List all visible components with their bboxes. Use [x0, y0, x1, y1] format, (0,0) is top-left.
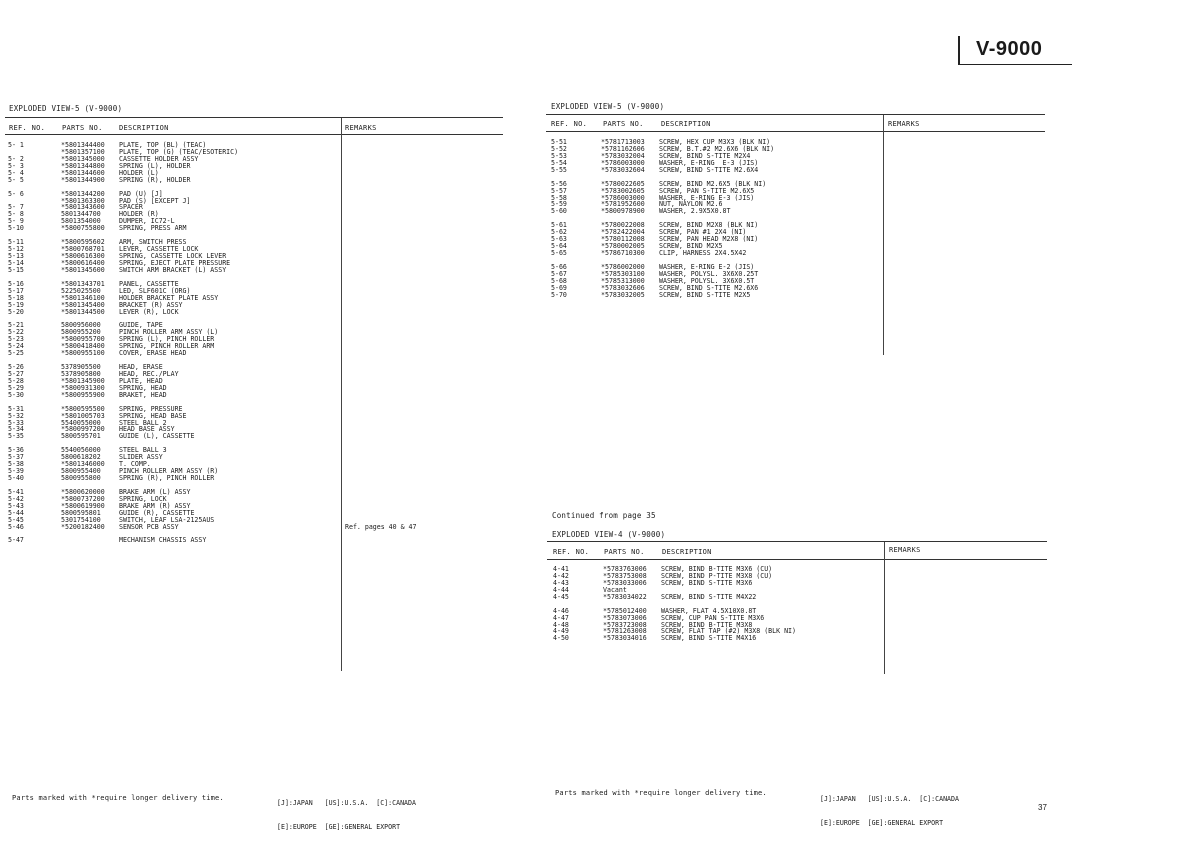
left-legend-line2: [E]:EUROPE [GE]:GENERAL EXPORT [277, 823, 401, 831]
parts-row [8, 524, 495, 531]
cell-ref-no: 5-67 [551, 269, 567, 278]
left-header-remarks: REMARKS [345, 124, 377, 132]
cell-parts-no: *5801345900 [61, 376, 105, 385]
cell-parts-no: *5800616400 [61, 258, 105, 267]
cell-ref-no: 5-58 [551, 193, 567, 202]
cell-description: LED, SLF601C (ORG) [119, 286, 191, 295]
cell-ref-no: 5-20 [8, 307, 24, 316]
cell-description: SCREW, BIND M2.6X5 (BLK NI) [659, 179, 767, 188]
cell-description: PLATE, HEAD [119, 376, 163, 385]
cell-parts-no: *5800997200 [61, 425, 105, 434]
cell-description: SCREW, BIND M2X8 (BLK NI) [659, 221, 759, 230]
cell-parts-no: 5540056000 [61, 446, 101, 455]
parts-row [551, 208, 1036, 215]
cell-ref-no: 4-46 [553, 606, 569, 615]
cell-description: COVER, ERASE HEAD [119, 349, 187, 358]
cell-ref-no: 5-66 [551, 262, 567, 271]
cell-parts-no: *5783032004 [601, 151, 645, 160]
cell-ref-no: 5-13 [8, 252, 24, 260]
cell-description: BRAKE ARM (L) ASSY [119, 487, 191, 496]
cell-description: SPRING, EJECT PLATE PRESSURE [119, 258, 231, 267]
cell-ref-no: 5-23 [8, 335, 24, 344]
cell-parts-no: *5801346100 [61, 293, 105, 302]
cell-description: WASHER, FLAT 4.5X10X0.8T [661, 606, 757, 615]
cell-description: LEVER (R), LOCK [119, 307, 179, 316]
cell-ref-no: 5-65 [551, 249, 567, 257]
cell-description: SCREW, BIND S-TITE M2.6X4 [659, 165, 759, 174]
cell-description: HOLDER (R) [119, 210, 159, 219]
cell-parts-no: *5783033006 [603, 578, 647, 587]
cell-description: SCREW, BIND S-TITE M4X22 [661, 592, 757, 601]
cell-description: SCREW, BIND P-TITE M3X8 (CU) [661, 571, 773, 580]
cell-description: SCREW, HEX CUP M3X3 (BLK NI) [659, 138, 771, 146]
cell-ref-no: 5-26 [8, 363, 24, 371]
right-footer-note: Parts marked with *require longer delivery time. [555, 789, 767, 797]
cell-ref-no: 5-61 [551, 221, 567, 230]
cell-parts-no: 5800955800 [61, 474, 101, 482]
cell-parts-no: *5785303100 [601, 269, 645, 278]
cell-description: SCREW, PAN HEAD M2X8 (NI) [659, 235, 759, 244]
cell-parts-no: 5378905800 [61, 369, 101, 378]
cell-parts-no: *5783032604 [601, 165, 645, 174]
cell-parts-no: 5540055000 [61, 418, 101, 427]
cell-ref-no: 5-63 [551, 235, 567, 244]
cell-ref-no: 5-30 [8, 390, 24, 399]
cell-ref-no: 5-59 [551, 200, 567, 209]
cell-description: WASHER, E-RING E-2 (JIS) [659, 262, 755, 271]
cell-ref-no: 5-14 [8, 258, 24, 267]
cell-description: SCREW, BIND S-TITE M2X5 [659, 290, 751, 299]
cell-description: BRAKE ARM (R) ASSY [119, 501, 191, 510]
parts-row [553, 594, 1038, 601]
cell-description: WASHER, E-RING E-3 (JIS) [659, 158, 759, 167]
cell-ref-no: 5-69 [551, 283, 567, 292]
right-top-header-parts: PARTS NO. [603, 120, 644, 128]
parts-row [553, 635, 1038, 642]
cell-ref-no: 5-22 [8, 328, 24, 337]
right-bottom-table-header-rule [547, 559, 1047, 560]
cell-parts-no: *5780022605 [601, 179, 645, 188]
cell-ref-no: 4-45 [553, 592, 569, 601]
cell-description: SPRING (R), PINCH ROLLER [119, 474, 215, 482]
cell-description: HEAD, ERASE [119, 363, 163, 371]
cell-description: SCREW, CUP PAN S-TITE M3X6 [661, 613, 765, 622]
cell-description: SPRING (R), HOLDER [119, 175, 191, 184]
right-top-table-top-rule [546, 114, 1045, 115]
cell-description: NUT, NAYLON M2.6 [659, 200, 723, 209]
right-bottom-parts-list [553, 566, 1038, 642]
cell-ref-no: 5-52 [551, 144, 567, 153]
cell-description: PINCH ROLLER ARM ASSY (R) [119, 467, 219, 476]
cell-ref-no: 5- 3 [8, 161, 24, 170]
cell-description: SCREW, BIND B-TITE M3X6 (CU) [661, 565, 773, 573]
cell-ref-no: 5-44 [8, 508, 24, 517]
cell-description: PLATE, TOP (BL) (TEAC) [119, 141, 207, 149]
cell-ref-no: 5-35 [8, 432, 24, 441]
cell-description: GUIDE (R), CASSETTE [119, 508, 195, 517]
parts-row [551, 167, 1036, 174]
cell-parts-no: *5786003000 [601, 158, 645, 167]
cell-description: SPRING, CASSETTE LOCK LEVER [119, 252, 227, 260]
cell-parts-no: *5786710300 [601, 249, 645, 257]
cell-parts-no: 5801344700 [61, 210, 101, 219]
cell-parts-no: *5801345400 [61, 300, 105, 309]
cell-ref-no: 5- 1 [8, 141, 24, 149]
cell-description: CLIP, HARNESS 2X4.5X42 [659, 249, 747, 257]
cell-parts-no: *5785313000 [601, 276, 645, 285]
cell-ref-no: 5-42 [8, 494, 24, 503]
cell-ref-no: 4-41 [553, 565, 569, 573]
parts-row [8, 433, 495, 440]
left-table-top-rule [5, 117, 503, 118]
cell-ref-no: 5-36 [8, 446, 24, 455]
cell-ref-no: 5- 9 [8, 217, 24, 226]
cell-parts-no: *5800619900 [61, 501, 105, 510]
cell-description: GUIDE, TAPE [119, 321, 163, 330]
cell-description: DUMPER, IC72-L [119, 217, 175, 226]
parts-row [8, 392, 495, 399]
cell-ref-no: 4-47 [553, 613, 569, 622]
cell-description: MECHANISM CHASSIS ASSY [119, 536, 207, 545]
cell-parts-no: *5781263008 [603, 627, 647, 636]
cell-description: ARM, SWITCH PRESS [119, 238, 187, 247]
cell-parts-no: *5783034022 [603, 592, 647, 601]
cell-ref-no: 5-54 [551, 158, 567, 167]
right-bottom-header-ref: REF. NO. [553, 548, 590, 556]
cell-ref-no: 5- 5 [8, 175, 24, 184]
parts-row [8, 537, 495, 544]
cell-description: SLIDER ASSY [119, 453, 163, 462]
cell-ref-no: 5-12 [8, 245, 24, 254]
cell-ref-no: 5-68 [551, 276, 567, 285]
left-table-header-rule [5, 134, 503, 135]
cell-ref-no: 5-25 [8, 349, 24, 358]
right-bottom-header-parts: PARTS NO. [604, 548, 645, 556]
cell-ref-no: 5-34 [8, 425, 24, 434]
cell-ref-no: 5-37 [8, 453, 24, 462]
cell-description: PANEL, CASSETTE [119, 279, 179, 288]
cell-description: HEAD BASE ASSY [119, 425, 175, 434]
left-parts-list [8, 142, 495, 544]
cell-description: PAD (U) [J] [119, 189, 163, 198]
cell-ref-no: 5-55 [551, 165, 567, 174]
cell-parts-no: *5783002605 [601, 186, 645, 195]
cell-ref-no: 5-21 [8, 321, 24, 330]
parts-row [8, 177, 495, 184]
cell-parts-no: *5800595500 [61, 404, 105, 413]
cell-ref-no: 5-70 [551, 290, 567, 299]
cell-parts-no: *5780002005 [601, 242, 645, 251]
cell-ref-no: 4-43 [553, 578, 569, 587]
cell-ref-no: 5- 8 [8, 210, 24, 219]
cell-parts-no: *5783034016 [603, 634, 647, 643]
cell-parts-no: *5801344900 [61, 175, 105, 184]
cell-ref-no: 5-11 [8, 238, 24, 247]
cell-parts-no: *5783753008 [603, 571, 647, 580]
left-header-desc: DESCRIPTION [119, 124, 169, 132]
cell-ref-no: 5-51 [551, 138, 567, 146]
cell-description: SWITCH ARM BRACKET (L) ASSY [119, 265, 227, 274]
cell-parts-no: *5801005703 [61, 411, 105, 420]
parts-row [8, 350, 495, 357]
cell-description: SPRING (L), HOLDER [119, 161, 191, 170]
cell-description: BRAKET, HEAD [119, 390, 167, 399]
cell-parts-no: *5800978900 [601, 207, 645, 216]
cell-ref-no: 5-45 [8, 515, 24, 524]
cell-ref-no: 5- 2 [8, 154, 24, 163]
parts-row [8, 475, 495, 482]
cell-ref-no: 4-50 [553, 634, 569, 643]
cell-ref-no: 5- 6 [8, 189, 24, 198]
cell-ref-no: 5-47 [8, 536, 24, 545]
cell-description: SCREW, BIND M2X5 [659, 242, 723, 251]
cell-description: BRACKET (R) ASSY [119, 300, 183, 309]
cell-parts-no: *5801343600 [61, 203, 105, 212]
parts-row [551, 250, 1036, 257]
right-bottom-section-caption: EXPLODED VIEW-4 (V-9000) [552, 530, 666, 539]
cell-ref-no: 5- 4 [8, 168, 24, 177]
cell-description: SPRING, LOCK [119, 494, 167, 503]
cell-description: SPRING, PRESSURE [119, 404, 183, 413]
cell-ref-no: 4-44 [553, 585, 569, 594]
right-bottom-header-remarks: REMARKS [889, 546, 921, 554]
cell-parts-no: *5780022008 [601, 221, 645, 230]
cell-parts-no: *5800955700 [61, 335, 105, 344]
cell-description: STEEL BALL 2 [119, 418, 167, 427]
right-top-table-header-rule [546, 131, 1045, 132]
cell-ref-no: 5-43 [8, 501, 24, 510]
cell-parts-no: *5783723008 [603, 620, 647, 629]
cell-ref-no: 4-42 [553, 571, 569, 580]
cell-ref-no: 5-28 [8, 376, 24, 385]
right-region-legend [820, 779, 959, 835]
parts-row [8, 309, 495, 316]
cell-description: SCREW, PAN S-TITE M2.6X5 [659, 186, 755, 195]
cell-parts-no: 5301754100 [61, 515, 101, 524]
cell-remarks: Ref. pages 40 & 47 [345, 522, 417, 531]
cell-parts-no: *5801357100 [61, 147, 105, 156]
left-header-parts: PARTS NO. [62, 124, 103, 132]
right-legend-line1: [J]:JAPAN [US]:U.S.A. [C]:CANADA [820, 795, 959, 803]
model-title: V-9000 [976, 38, 1043, 60]
cell-description: SCREW, FLAT TAP (#2) M3X8 (BLK NI) [661, 627, 796, 636]
cell-parts-no: 5800955200 [61, 328, 101, 337]
cell-description: STEEL BALL 3 [119, 446, 167, 455]
cell-ref-no: 5-41 [8, 487, 24, 496]
left-section-caption: EXPLODED VIEW-5 (V-9000) [9, 104, 123, 113]
cell-parts-no: *5800931300 [61, 383, 105, 392]
cell-ref-no: 5-56 [551, 179, 567, 188]
left-region-legend [277, 783, 416, 839]
right-legend-line2: [E]:EUROPE [GE]:GENERAL EXPORT [820, 819, 944, 827]
cell-description: WASHER, 2.9X5X0.8T [659, 207, 731, 216]
cell-description: T. COMP. [119, 460, 151, 469]
cell-ref-no: 5- 7 [8, 203, 24, 212]
cell-parts-no: *5783032005 [601, 290, 645, 299]
page-number: 37 [1038, 803, 1047, 812]
cell-parts-no: 5800595801 [61, 508, 101, 517]
cell-description: WASHER, POLYSL. 3X6X0.5T [659, 276, 755, 285]
cell-parts-no: *5800616300 [61, 252, 105, 260]
cell-parts-no: *5786003000 [601, 193, 645, 202]
cell-description: PAD (S) [EXCEPT J] [119, 196, 191, 205]
cell-parts-no: *5801346000 [61, 460, 105, 469]
cell-description: HOLDER BRACKET PLATE ASSY [119, 293, 219, 302]
right-top-header-remarks: REMARKS [888, 120, 920, 128]
parts-row [8, 225, 495, 232]
left-header-ref: REF. NO. [9, 124, 46, 132]
cell-description: SENSOR PCB ASSY [119, 522, 179, 531]
cell-ref-no: 5-40 [8, 474, 24, 482]
cell-ref-no: 5-15 [8, 265, 24, 274]
cell-description: SCREW, PAN #1 2X4 (NI) [659, 228, 747, 237]
cell-description: SPACER [119, 203, 143, 212]
cell-description: PINCH ROLLER ARM ASSY (L) [119, 328, 219, 337]
cell-parts-no: *5800737200 [61, 494, 105, 503]
continued-note: Continued from page 35 [552, 511, 656, 520]
cell-description: SCREW, BIND S-TITE M3X6 [661, 578, 753, 587]
cell-description: HEAD, REC./PLAY [119, 369, 179, 378]
cell-ref-no: 5-18 [8, 293, 24, 302]
cell-ref-no: 5-24 [8, 342, 24, 351]
cell-ref-no: 5-39 [8, 467, 24, 476]
cell-description: CASSETTE HOLDER ASSY [119, 154, 199, 163]
cell-parts-no: *5801345600 [61, 265, 105, 274]
cell-parts-no: *5781713003 [601, 138, 645, 146]
cell-description: SPRING, HEAD BASE [119, 411, 187, 420]
parts-row [8, 267, 495, 274]
cell-parts-no: *5800955900 [61, 390, 105, 399]
cell-description: SCREW, B.T.#2 M2.6X6 (BLK NI) [659, 144, 775, 153]
right-top-header-ref: REF. NO. [551, 120, 588, 128]
cell-parts-no: *5781162606 [601, 144, 645, 153]
cell-parts-no: *5800955100 [61, 349, 105, 358]
cell-parts-no: *5801344400 [61, 141, 105, 149]
cell-description: PLATE, TOP (G) (TEAC/ESOTERIC) [119, 147, 239, 156]
cell-parts-no: *5801343701 [61, 279, 105, 288]
cell-ref-no: 5-16 [8, 279, 24, 288]
cell-parts-no: *5782422004 [601, 228, 645, 237]
cell-ref-no: 5-31 [8, 404, 24, 413]
cell-description: SPRING, PINCH ROLLER ARM [119, 342, 215, 351]
right-bottom-header-desc: DESCRIPTION [662, 548, 712, 556]
cell-ref-no: 5-38 [8, 460, 24, 469]
cell-parts-no: *5800755800 [61, 224, 105, 233]
cell-parts-no: *5780112008 [601, 235, 645, 244]
cell-parts-no: *5801344200 [61, 189, 105, 198]
cell-ref-no: 5-53 [551, 151, 567, 160]
cell-parts-no: 5800595701 [61, 432, 101, 441]
cell-ref-no: 5-46 [8, 522, 24, 531]
cell-parts-no: 5225025500 [61, 286, 101, 295]
cell-ref-no: 5-33 [8, 418, 24, 427]
cell-parts-no: *5785012400 [603, 606, 647, 615]
cell-ref-no: 5-10 [8, 224, 24, 233]
cell-parts-no: *5783073006 [603, 613, 647, 622]
cell-parts-no: *5783032606 [601, 283, 645, 292]
cell-description: HOLDER (L) [119, 168, 159, 177]
cell-description: WASHER, POLYSL. 3X6X0.25T [659, 269, 759, 278]
cell-description: SCREW, BIND S-TITE M2.6X6 [659, 283, 759, 292]
right-top-section-caption: EXPLODED VIEW-5 (V-9000) [551, 102, 665, 111]
cell-description: GUIDE (L), CASSETTE [119, 432, 195, 441]
cell-ref-no: 5-64 [551, 242, 567, 251]
cell-parts-no: *5800620000 [61, 487, 105, 496]
cell-ref-no: 5-29 [8, 383, 24, 392]
cell-description: SWITCH, LEAF LSA-2125AUS [119, 515, 215, 524]
cell-ref-no: 5-27 [8, 369, 24, 378]
right-bottom-table-top-rule [547, 541, 1047, 542]
cell-ref-no: 5-17 [8, 286, 24, 295]
cell-ref-no: 5-62 [551, 228, 567, 237]
cell-description: LEVER, CASSETTE LOCK [119, 245, 199, 254]
cell-parts-no: *5801363300 [61, 196, 105, 205]
cell-parts-no: 5800618202 [61, 453, 101, 462]
cell-description: SPRING (L), PINCH ROLLER [119, 335, 215, 344]
cell-parts-no: *5800768701 [61, 245, 105, 254]
cell-description: SCREW, BIND S-TITE M2X4 [659, 151, 751, 160]
cell-ref-no: 4-49 [553, 627, 569, 636]
cell-parts-no: *5801345000 [61, 154, 105, 163]
cell-description: SPRING, PRESS ARM [119, 224, 187, 233]
cell-parts-no: *5801344800 [61, 161, 105, 170]
cell-parts-no: *5800418400 [61, 342, 105, 351]
cell-description: SCREW, BIND B-TITE M3X8 [661, 620, 753, 629]
cell-ref-no: 5-57 [551, 186, 567, 195]
cell-description: SCREW, BIND S-TITE M4X16 [661, 634, 757, 643]
cell-parts-no: 5378905500 [61, 363, 101, 371]
right-top-parts-list [551, 139, 1036, 299]
cell-parts-no: *5801344500 [61, 307, 105, 316]
cell-parts-no: Vacant [603, 585, 627, 594]
cell-ref-no: 4-48 [553, 620, 569, 629]
cell-parts-no: *5801344600 [61, 168, 105, 177]
cell-parts-no: *5786002000 [601, 262, 645, 271]
parts-row [551, 292, 1036, 299]
cell-parts-no: 5800955400 [61, 467, 101, 476]
right-top-header-desc: DESCRIPTION [661, 120, 711, 128]
cell-description: SPRING, HEAD [119, 383, 167, 392]
cell-ref-no: 5-60 [551, 207, 567, 216]
cell-parts-no: 5801354000 [61, 217, 101, 226]
cell-parts-no: 5800956000 [61, 321, 101, 330]
cell-parts-no: *5783763006 [603, 565, 647, 573]
cell-ref-no: 5-19 [8, 300, 24, 309]
cell-description: WASHER, E-RING E-3 (JIS) [659, 193, 755, 202]
cell-ref-no: 5-32 [8, 411, 24, 420]
cell-parts-no: *5800595602 [61, 238, 105, 247]
left-footer-note: Parts marked with *require longer delivery time. [12, 794, 224, 802]
cell-parts-no: *5200182400 [61, 522, 105, 531]
left-legend-line1: [J]:JAPAN [US]:U.S.A. [C]:CANADA [277, 799, 416, 807]
cell-parts-no: *5781952600 [601, 200, 645, 209]
parts-row [8, 531, 495, 538]
